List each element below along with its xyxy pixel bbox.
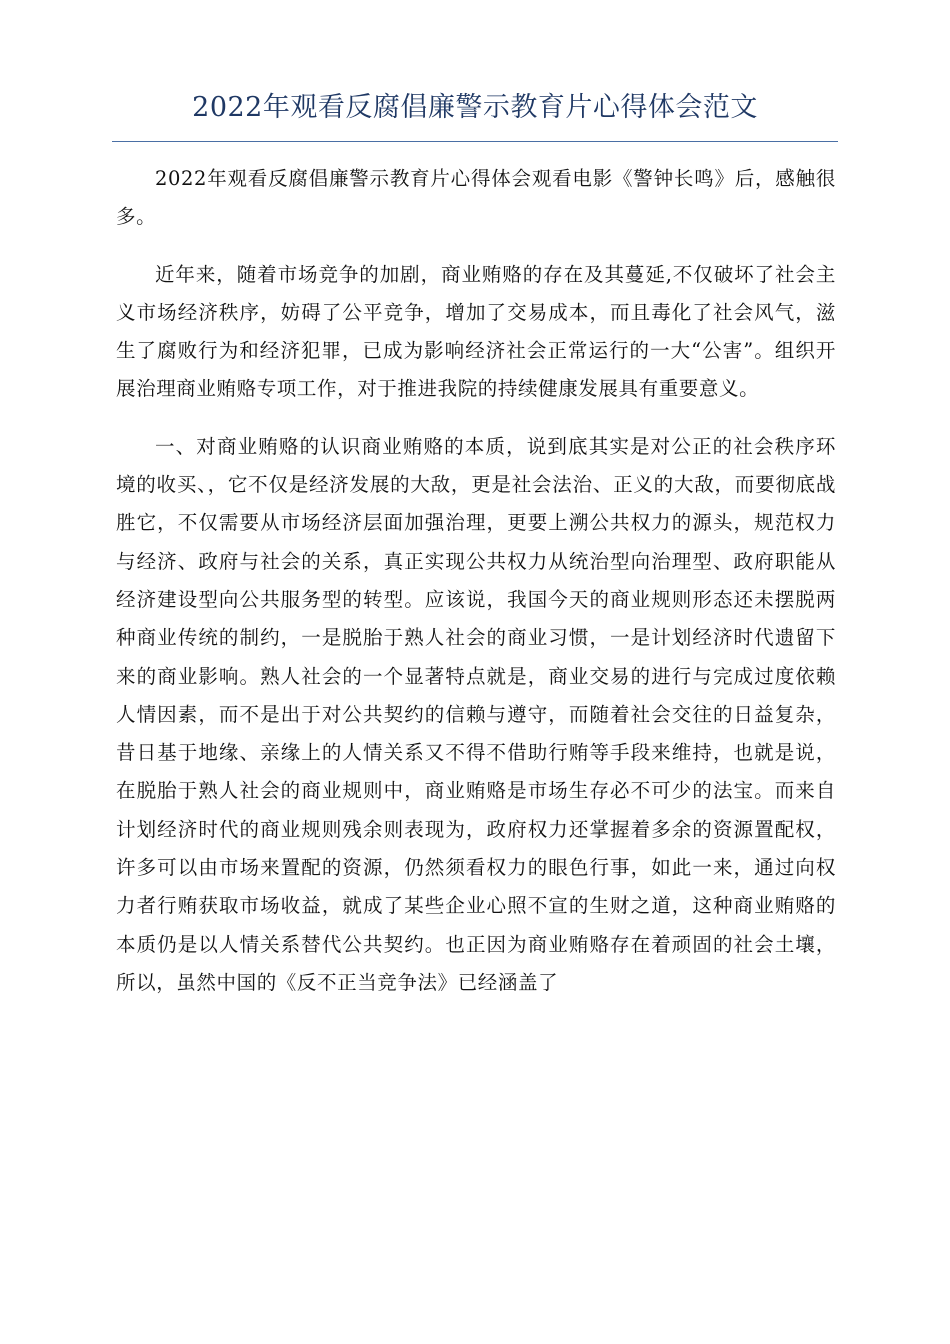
- paragraph-section-one: 一、对商业贿赂的认识商业贿赂的本质，说到底其实是对公正的社会秩序环境的收买、，它不仅是经济发展的大敌，更是社会法治、正义的大敌，而要彻底战胜它，不仅需要从市场经济层面加强治理，更要上溯公共权力的源头，规范权力与经济、政府与社会的关系，真正实现公共权力从统治型向治理型、政府职能从经济建设型向公共服务型的转型。应该说，我国今天的商业规则形态还未摆脱两种商业传统的制约，一是脱胎于熟人社会的商业习惯，一是计划经济时代遗留下来的商业影响。熟人社会的一个显著特点就是，商业交易的进行与完成过度依赖人情因素，而不是出于对公共契约的信赖与遵守，而随着社会交往的日益复杂，昔日基于地缘、亲缘上的人情关系又不得不借助行贿等手段来维持，也就是说，在脱胎于熟人社会的商业规则中，商业贿赂是市场生存必不可少的法宝。而来自计划经济时代的商业规则残余则表现为，政府权力还掌握着多余的资源置配权，许多可以由市场来置配的资源，仍然须看权力的眼色行事，如此一来，通过向权力者行贿获取市场收益，就成了某些企业心照不宣的生财之道，这种商业贿赂的本质仍是以人情关系替代公共契约。也正因为商业贿赂存在着顽固的社会土壤，所以，虽然中国的《反不正当竞争法》已经涵盖了: [116, 434, 836, 994]
- paragraph-background: 近年来，随着市场竞争的加剧，商业贿赂的存在及其蔓延,不仅破坏了社会主义市场经济秩序，妨碍了公平竞争，增加了交易成本，而且毒化了社会风气，滋生了腐败行为和经济犯罪，已成为影响经济社会正常运行的一大“公害”。组织开展治理商业贿赂专项工作，对于推进我院的持续健康发展具有重要意义。: [116, 262, 836, 401]
- paragraph-intro: 2022年观看反腐倡廉警示教育片心得体会观看电影《警钟长鸣》后，感触很多。: [116, 167, 836, 229]
- document-title: 2022年观看反腐倡廉警示教育片心得体会范文: [192, 92, 758, 123]
- title-divider: [112, 141, 838, 142]
- document-body: [116, 160, 836, 1021]
